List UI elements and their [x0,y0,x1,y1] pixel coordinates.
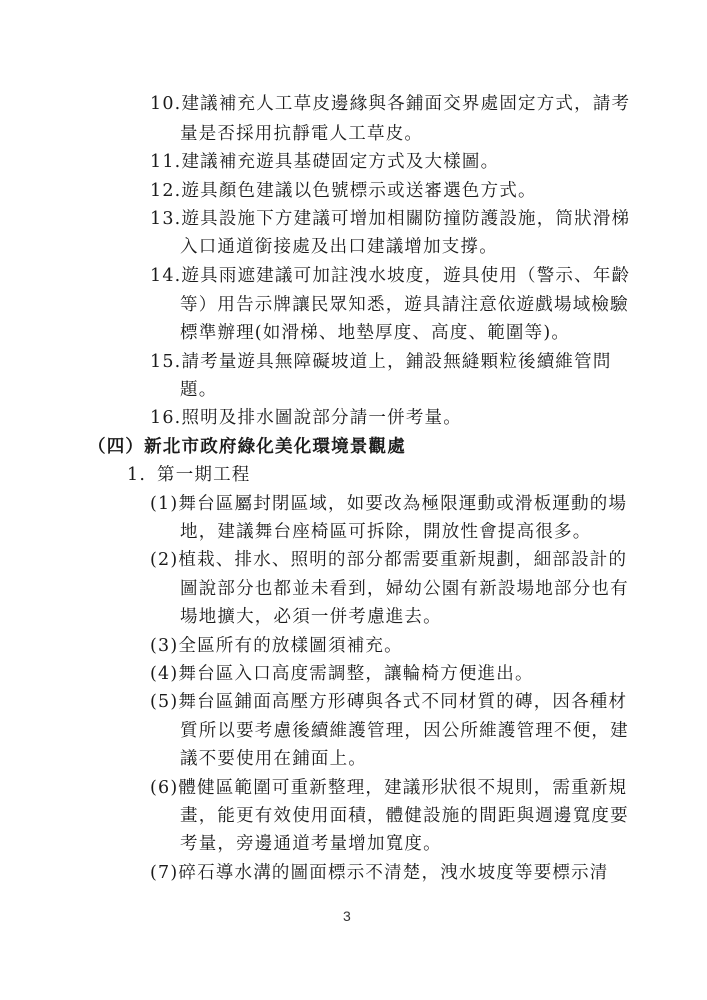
section-marker: （四） [88,437,145,457]
list-item-14-line-3: 標準辦理(如滑梯、地墊厚度、高度、範圍等)。 [180,323,571,343]
list-item-p2-line-2: 圖說部分也都並未看到，婦幼公園有新設場地部分也有 [180,579,629,599]
list-item-p6-line-1: (6)體健區範圍可重新整理，建議形狀很不規則，需重新規 [150,778,628,798]
subsection-heading [127,463,251,487]
subsection-title: 第一期工程 [157,465,251,485]
page-number: 3 [343,908,351,924]
list-item-14-line-1: 14.遊具雨遮建議可加註洩水坡度，遊具使用（警示、年齡 [150,266,631,286]
list-item-p5-line-3: 議不要使用在鋪面上。 [180,749,367,769]
list-item-p1-line-1: (1)舞台區屬封閉區域，如要改為極限運動或滑板運動的場 [150,494,628,514]
list-item-16: 16.照明及排水圖說部分請一併考量。 [150,408,462,428]
list-item-p3: (3)全區所有的放樣圖須補充。 [150,636,403,656]
list-item-12: 12.遊具顏色建議以色號標示或送審選色方式。 [150,181,537,201]
list-item-15-line-1: 15.請考量遊具無障礙坡道上，鋪設無縫顆粒後續維管問 [150,352,612,372]
list-item-p4: (4)舞台區入口高度需調整，讓輪椅方便進出。 [150,664,534,684]
list-item-p2-line-3: 場地擴大，必須一併考慮進去。 [180,607,442,627]
list-item-10-line-1: 10.建議補充人工草皮邊緣與各鋪面交界處固定方式，請考 [150,94,631,114]
list-item-13-line-1: 13.遊具設施下方建議可增加相關防撞防護設施，筒狀滑梯 [150,209,631,229]
list-item-11: 11.建議補充遊具基礎固定方式及大樣圖。 [150,152,500,172]
list-item-p5-line-1: (5)舞台區鋪面高壓方形磚與各式不同材質的磚，因各種材 [150,692,628,712]
list-item-13-line-2: 入口通道銜接處及出口建議增加支撐。 [180,237,498,257]
subsection-number: 1. [127,465,147,485]
section-heading [88,435,406,459]
list-item-10-line-2: 量是否採用抗靜電人工草皮。 [180,124,424,144]
list-item-14-line-2: 等）用告示牌讓民眾知悉，遊具請注意依遊戲場域檢驗 [180,295,629,315]
list-item-p6-line-2: 畫，能更有效使用面積，體健設施的間距與週邊寬度要 [180,806,629,826]
section-title: 新北市政府綠化美化環境景觀處 [144,437,406,457]
list-item-p6-line-3: 考量，旁邊通道考量增加寬度。 [180,834,442,854]
list-item-p7-line-1: (7)碎石導水溝的圖面標示不清楚，洩水坡度等要標示清 [150,863,609,883]
list-item-p2-line-1: (2)植栽、排水、照明的部分都需要重新規劃，細部設計的 [150,550,628,570]
list-item-p1-line-2: 地，建議舞台座椅區可拆除，開放性會提高很多。 [180,522,592,542]
list-item-15-line-2: 題。 [180,380,218,400]
list-item-p5-line-2: 質所以要考慮後續維護管理，因公所維護管理不便，建 [180,721,629,741]
